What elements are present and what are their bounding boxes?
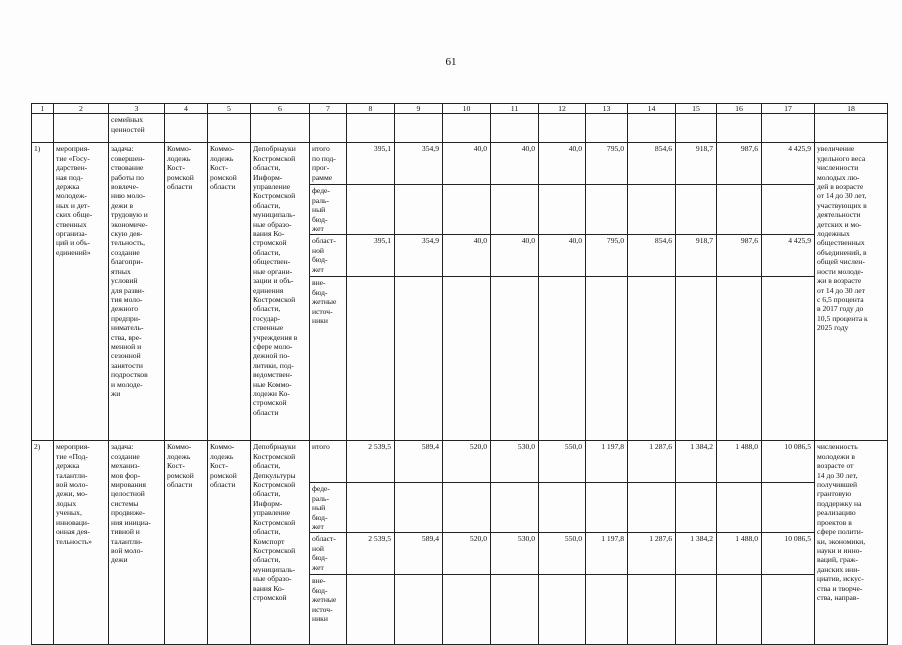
funding-value: 987,6 [717,143,762,185]
funding-value [586,483,628,533]
co-executors: Депобрнауки Костромской области, Информ- управление Костромской области, муниципаль- ные образо- вания Ко- стромской области, обществен- ные органи- зации и объ- единения Костромской области, государ- ственные учреждения в сфере моло- дежной по- литики, под- ведомствен- ные Коммо- лодежи Ко- стромской области [251,143,310,441]
funding-value [491,483,539,533]
funding-value: 918,7 [676,235,717,277]
funding-value: 1 384,2 [676,533,717,575]
funding-value [676,483,717,533]
funding-value [539,483,586,533]
funding-source-label: феде- раль- ный бюд- жет [310,483,347,533]
funding-value: 4 425,9 [762,235,815,277]
funding-value: 530,0 [491,533,539,575]
event-name: мероприя- тие «Под- держка талантли- вой моло- дежи, мо- лодых ученых, инноваци- онная дея- тельность» [54,441,109,645]
row-number: 2) [32,441,54,645]
col-number: 18 [815,104,888,114]
coordinator: Коммо- лодежь Кост- ромской области [208,441,251,645]
col-number: 17 [762,104,815,114]
funding-value [586,277,628,441]
col-number: 6 [251,104,310,114]
row-number: 1) [32,143,54,441]
funding-value: 40,0 [491,235,539,277]
funding-value: 795,0 [586,235,628,277]
task-continuation: семейных ценностей [109,114,165,143]
funding-value: 589,4 [395,441,443,483]
funding-value [539,277,586,441]
funding-value [676,575,717,645]
funding-value: 40,0 [539,235,586,277]
funding-value [717,185,762,235]
funding-value [539,185,586,235]
funding-source-row [32,441,888,483]
col-number: 15 [676,104,717,114]
responsible-executor: Коммо- лодежь Кост- ромской области [165,143,208,441]
funding-value: 395,1 [347,235,395,277]
program-table [31,103,888,645]
funding-source-label: област- ной бюд- жет [310,235,347,277]
funding-value: 795,0 [586,143,628,185]
col-number: 10 [443,104,491,114]
coordinator: Коммо- лодежь Кост- ромской области [208,143,251,441]
funding-value [395,277,443,441]
col-number: 7 [310,104,347,114]
funding-value: 1 488,0 [717,533,762,575]
col-number: 11 [491,104,539,114]
funding-value [443,575,491,645]
task-description: задача: создание механиз- мов фор- мирования целостной системы продвиже- ния инициа- тивной и талантли- вой моло- дежи [109,441,165,645]
funding-value: 550,0 [539,533,586,575]
funding-value: 354,9 [395,235,443,277]
funding-value: 1 197,8 [586,533,628,575]
funding-value [676,185,717,235]
funding-value [628,185,676,235]
funding-value: 550,0 [539,441,586,483]
funding-value: 40,0 [443,143,491,185]
funding-value [628,575,676,645]
page-number: 61 [445,56,457,68]
funding-value: 4 425,9 [762,143,815,185]
task-description: задача: совершен- ствование работы по вовлече- нию моло- дежи в трудовую и экономиче- скую дея- тельность, создание благопри- ятных условий для разви- тия моло- дежного предпри- ниматель- ства, вре- менной и сезонной занятости подростков и молоде- жи [109,143,165,441]
funding-source-label: вне- бюд- жетные источ- ники [310,575,347,645]
funding-value: 854,6 [628,143,676,185]
funding-value: 1 287,6 [628,441,676,483]
funding-value: 1 197,8 [586,441,628,483]
funding-value: 1 384,2 [676,441,717,483]
funding-value: 40,0 [443,235,491,277]
funding-value: 520,0 [443,441,491,483]
funding-value [762,277,815,441]
funding-value: 987,6 [717,235,762,277]
expected-result: численность молодежи в возрасте от 14 до 30 лет, получившей грантовую поддержку на реализацию проектов в сфере полити- ки, экономики, науки и инно- ваций, граж- данских ини- циатив, искус- ства и творче- ства, направ- [815,441,888,645]
funding-value: 10 086,5 [762,533,815,575]
funding-value [347,277,395,441]
funding-value [717,483,762,533]
funding-source-label: вне- бюд- жетные источ- ники [310,277,347,441]
funding-value [443,483,491,533]
funding-value: 530,0 [491,441,539,483]
col-number: 2 [54,104,109,114]
col-number: 5 [208,104,251,114]
co-executors: Депобрнауки Костромской области, Депкультуры Костромской области, Информ- управление Костромской области, Комспорт Костромской области, муниципаль- ные образо- вания Ко- стромской [251,441,310,645]
funding-value [347,483,395,533]
funding-value: 2 539,5 [347,533,395,575]
funding-value [347,575,395,645]
col-number: 16 [717,104,762,114]
funding-value [443,185,491,235]
col-number: 8 [347,104,395,114]
funding-value [676,277,717,441]
funding-value: 395,1 [347,143,395,185]
funding-value [443,277,491,441]
funding-source-label: итого [310,441,347,483]
funding-source-label: феде- раль- ный бюд- жет [310,185,347,235]
funding-value [395,483,443,533]
funding-value [539,575,586,645]
col-number: 9 [395,104,443,114]
funding-value [628,277,676,441]
funding-value [491,575,539,645]
funding-value: 520,0 [443,533,491,575]
funding-value [762,483,815,533]
responsible-executor: Коммо- лодежь Кост- ромской области [165,441,208,645]
col-number: 12 [539,104,586,114]
event-name: мероприя- тие «Госу- дарствен- ная под- держка молодеж- ных и дет- ских обще- ственных организа- ций и объ- единений» [54,143,109,441]
funding-source-label: област- ной бюд- жет [310,533,347,575]
funding-value: 589,4 [395,533,443,575]
funding-value [395,575,443,645]
funding-value: 40,0 [539,143,586,185]
funding-value [491,185,539,235]
funding-value: 1 488,0 [717,441,762,483]
funding-value [717,277,762,441]
funding-source-label: итого по под- прог- рамме [310,143,347,185]
col-number: 3 [109,104,165,114]
funding-value: 1 287,6 [628,533,676,575]
col-number: 4 [165,104,208,114]
funding-value [347,185,395,235]
col-number: 13 [586,104,628,114]
funding-value [491,277,539,441]
funding-value [762,185,815,235]
funding-value [586,185,628,235]
funding-value: 2 539,5 [347,441,395,483]
funding-value [395,185,443,235]
funding-value [586,575,628,645]
funding-value [762,575,815,645]
col-number: 1 [32,104,54,114]
funding-value: 10 086,5 [762,441,815,483]
funding-value: 40,0 [491,143,539,185]
funding-value: 854,6 [628,235,676,277]
funding-value: 918,7 [676,143,717,185]
funding-source-row [32,143,888,185]
funding-value [717,575,762,645]
col-number: 14 [628,104,676,114]
funding-value: 354,9 [395,143,443,185]
expected-result: увеличение удельного веса численности молодых лю- дей в возрасте от 14 до 30 лет, участвующих в деятельности детских и мо- лодежных общественных объединений, в общей числен- ности молоде- жи в возрасте от 14 до 30 лет с 6,5 процента в 2017 году до 10,5 процента к 2025 году [815,143,888,441]
funding-value [628,483,676,533]
continuation-row [32,114,888,143]
column-number-row [32,104,888,114]
